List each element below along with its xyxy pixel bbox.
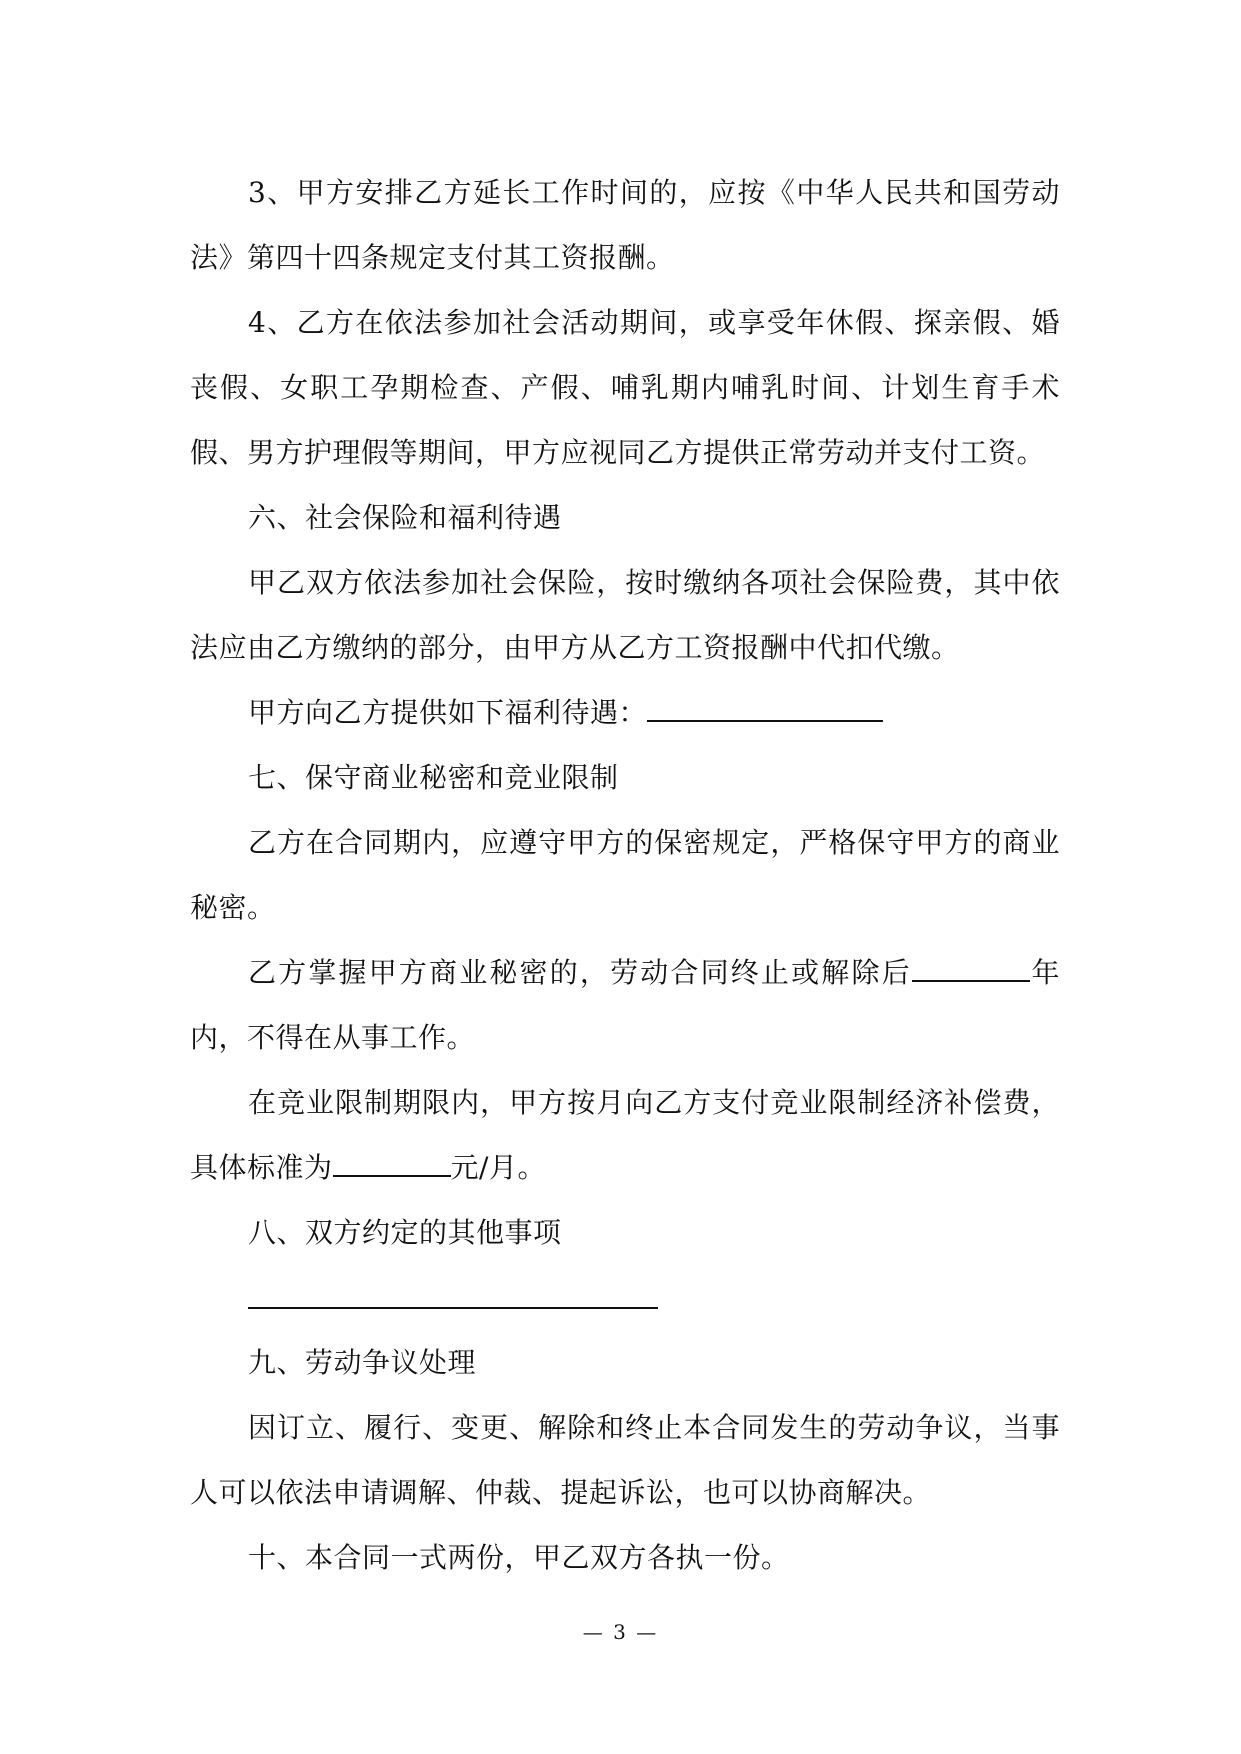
amount-blank bbox=[333, 1149, 451, 1177]
clause-social-insurance: 甲乙双方依法参加社会保险，按时缴纳各项社会保险费，其中依法应由乙方缴纳的部分，由甲方从乙方工资报酬中代扣代缴。 bbox=[190, 566, 1060, 664]
clause-overtime-pay: 3、甲方安排乙方延长工作时间的，应按《中华人民共和国劳动法》第四十四条规定支付其工资报酬。 bbox=[190, 176, 1060, 274]
clause-dispute: 因订立、履行、变更、解除和终止本合同发生的劳动争议，当事人可以依法申请调解、仲裁、提起诉讼，也可以协商解决。 bbox=[190, 1411, 1060, 1509]
welfare-text: 甲方向乙方提供如下福利待遇： bbox=[248, 696, 648, 729]
other-matters-line bbox=[190, 1265, 1060, 1330]
document-body bbox=[190, 160, 1060, 1590]
section-heading-dispute: 九、劳动争议处理 bbox=[248, 1346, 477, 1379]
non-compete-text-before: 乙方掌握甲方商业秘密的，劳动合同终止或解除后 bbox=[248, 956, 912, 989]
section-heading-other-matters: 八、双方约定的其他事项 bbox=[248, 1216, 562, 1249]
page-number: — 3 — bbox=[582, 1620, 659, 1644]
clause-non-compete-term bbox=[190, 940, 1060, 1070]
section-heading-social-insurance: 六、社会保险和福利待遇 bbox=[248, 501, 562, 534]
clause-copies: 十、本合同一式两份，甲乙双方各执一份。 bbox=[248, 1541, 790, 1574]
welfare-blank bbox=[647, 694, 883, 722]
clause-confidentiality: 乙方在合同期内，应遵守甲方的保密规定，严格保守甲方的商业秘密。 bbox=[190, 826, 1060, 924]
clause-leave-pay: 4、乙方在依法参加社会活动期间，或享受年休假、探亲假、婚丧假、女职工孕期检查、产假、哺乳期内哺乳时间、计划生育手术假、男方护理假等期间，甲方应视同乙方提供正常劳动并支付工资。 bbox=[190, 306, 1060, 469]
non-compete-text-after: 年内，不得在从事工作。 bbox=[190, 956, 1060, 1054]
clause-welfare bbox=[190, 680, 1060, 745]
years-blank bbox=[912, 954, 1030, 982]
compensation-text-after: 元/月。 bbox=[450, 1151, 546, 1184]
other-matters-blank bbox=[248, 1281, 658, 1309]
compensation-text-before: 在竞业限制期限内，甲方按月向乙方支付竞业限制经济补偿费，具体标准为 bbox=[190, 1086, 1060, 1184]
clause-non-compete-compensation bbox=[190, 1070, 1060, 1200]
section-heading-confidentiality: 七、保守商业秘密和竞业限制 bbox=[248, 761, 619, 794]
